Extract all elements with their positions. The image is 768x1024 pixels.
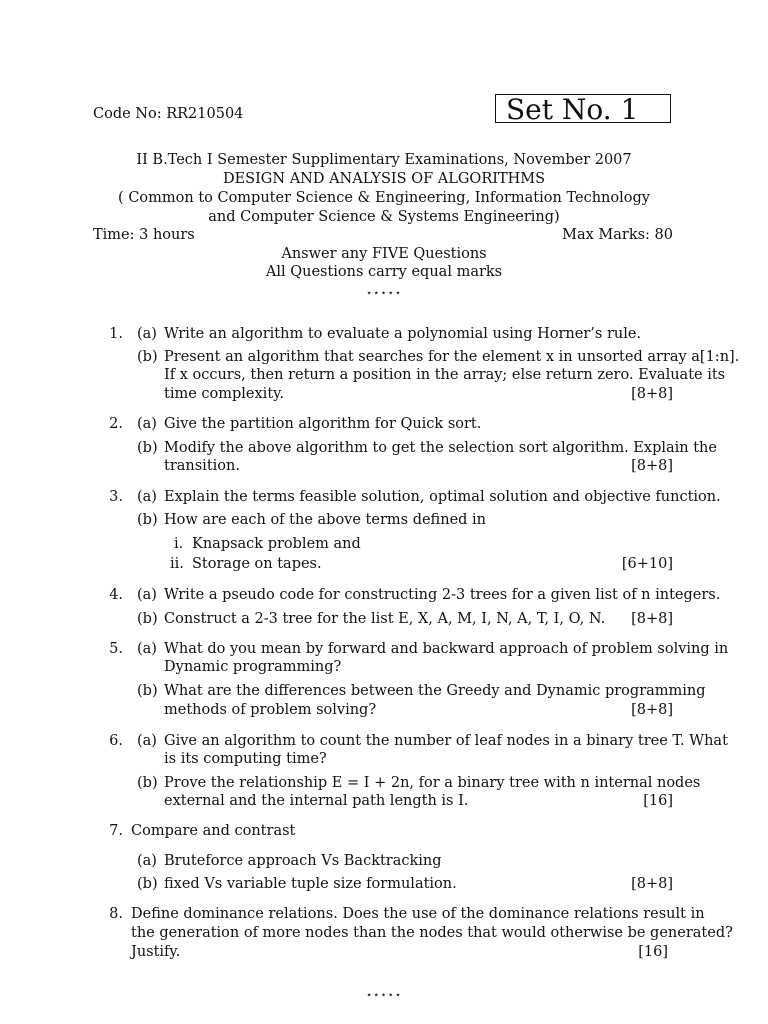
part-label: (b) [137, 683, 158, 699]
question-text: Define dominance relations. Does the use of the dominance relations result in [131, 906, 705, 922]
question-text: Write a pseudo code for constructing 2-3 trees for a given list of n integers. [164, 587, 721, 603]
question-text: fixed Vs variable tuple size formulation. [164, 876, 457, 892]
part-label: (b) [137, 512, 158, 528]
question-text: Explain the terms feasible solution, optimal solution and objective function. [164, 489, 721, 505]
marks-label: [16] [638, 944, 668, 960]
marks-label: [8+8] [631, 458, 673, 474]
question-text: Give the partition algorithm for Quick sort. [164, 416, 482, 432]
question-text: transition. [164, 458, 240, 474]
part-label: (a) [137, 416, 157, 432]
subpart-label: ii. [170, 556, 184, 572]
marks-label: [16] [643, 793, 673, 809]
question-number: 5. [109, 641, 123, 657]
question-text: Bruteforce approach Vs Backtracking [164, 853, 442, 869]
part-label: (b) [137, 349, 158, 365]
question-text: methods of problem solving? [164, 702, 377, 718]
marks-label: [8+8] [631, 611, 673, 627]
instruction-1: Answer any FIVE Questions [281, 246, 487, 262]
question-number: 6. [109, 733, 123, 749]
part-label: (a) [137, 733, 157, 749]
set-number-box: Set No. 1 [495, 94, 671, 123]
part-label: (b) [137, 775, 158, 791]
question-text: is its computing time? [164, 751, 327, 767]
part-label: (b) [137, 440, 158, 456]
question-text: Present an algorithm that searches for the element x in unsorted array a[1:n]. [164, 349, 740, 365]
question-text: Modify the above algorithm to get the selection sort algorithm. Explain the [164, 440, 717, 456]
question-text: Storage on tapes. [192, 556, 322, 572]
question-number: 7. [109, 823, 123, 839]
question-number: 3. [109, 489, 123, 505]
footer-stars: ⋆⋆⋆⋆⋆ [365, 990, 403, 1001]
question-text: How are each of the above terms defined in [164, 512, 487, 528]
max-marks: Max Marks: 80 [562, 227, 673, 243]
question-text: Write an algorithm to evaluate a polynomial using Horner’s rule. [164, 326, 642, 342]
part-label: (b) [137, 611, 158, 627]
subpart-label: i. [174, 536, 184, 552]
question-number: 1. [109, 326, 123, 342]
question-text: If x occurs, then return a position in the array; else return zero. Evaluate its [164, 367, 726, 383]
question-number: 8. [109, 906, 123, 922]
exam-title: II B.Tech I Semester Supplimentary Examinations, November 2007 [136, 152, 632, 168]
question-text: Justify. [131, 944, 181, 960]
instruction-2: All Questions carry equal marks [265, 264, 503, 280]
marks-label: [6+10] [621, 556, 673, 572]
question-text: Knapsack problem and [192, 536, 361, 552]
header-stars: ⋆⋆⋆⋆⋆ [365, 288, 403, 299]
question-text: time complexity. [164, 386, 285, 402]
question-number: 2. [109, 416, 123, 432]
exam-time: Time: 3 hours [93, 227, 195, 243]
question-text: Compare and contrast [131, 823, 296, 839]
question-text: What are the differences between the Greedy and Dynamic programming [164, 683, 706, 699]
part-label: (a) [137, 489, 157, 505]
common-note-line-1: ( Common to Computer Science & Engineering, Information Technology [118, 190, 650, 206]
part-label: (b) [137, 876, 158, 892]
part-label: (a) [137, 326, 157, 342]
question-text: Prove the relationship E = I + 2n, for a binary tree with n internal nodes [164, 775, 701, 791]
question-text: Give an algorithm to count the number of leaf nodes in a binary tree T. What [164, 733, 728, 749]
marks-label: [8+8] [631, 386, 673, 402]
part-label: (a) [137, 641, 157, 657]
question-text: the generation of more nodes than the nodes that would otherwise be generated? [131, 925, 733, 941]
code-number: Code No: RR210504 [93, 106, 244, 122]
marks-label: [8+8] [631, 702, 673, 718]
question-text: external and the internal path length is I. [164, 793, 469, 809]
question-text: Dynamic programming? [164, 659, 342, 675]
common-note-line-2: and Computer Science & Systems Engineering) [208, 209, 560, 225]
question-text: Construct a 2-3 tree for the list E, X, A, M, I, N, A, T, I, O, N. [164, 611, 606, 627]
part-label: (a) [137, 587, 157, 603]
marks-label: [8+8] [631, 876, 673, 892]
question-text: What do you mean by forward and backward approach of problem solving in [164, 641, 729, 657]
subject-title: DESIGN AND ANALYSIS OF ALGORITHMS [222, 171, 546, 187]
part-label: (a) [137, 853, 157, 869]
question-number: 4. [109, 587, 123, 603]
